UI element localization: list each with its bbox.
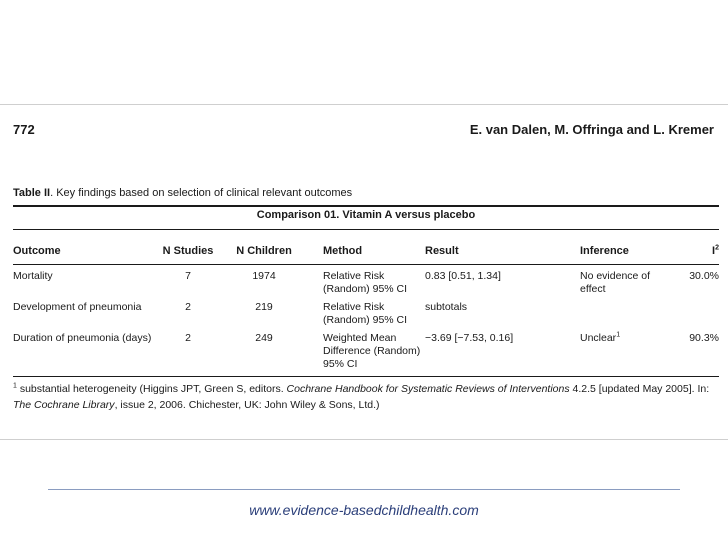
footnote-handbook-title: Cochrane Handbook for Systematic Reviews of Interventions (286, 383, 570, 395)
col-header-method: Method (323, 245, 363, 257)
footnote-pre: substantial heterogeneity (Higgins JPT, Green S, editors. (16, 383, 287, 395)
row2-n-studies: 2 (185, 301, 191, 313)
footnote-mid: 4.2.5 [updated May 2005]. In: (569, 383, 710, 395)
comparison-heading: Comparison 01. Vitamin A versus placebo (256, 209, 476, 221)
journal-page (0, 104, 728, 440)
row1-n-children: 1974 (252, 270, 276, 282)
row1-n-studies: 7 (185, 270, 191, 282)
col-header-n-children: N Children (236, 245, 292, 257)
footnote-library-title: The Cochrane Library (13, 399, 115, 411)
page-number: 772 (13, 122, 35, 137)
row3-method: Weighted Mean Difference (Random) 95% CI (323, 332, 421, 370)
table-top-rule (13, 205, 719, 207)
row3-inference-text: Unclear (580, 332, 617, 344)
row1-method: Relative Risk (Random) 95% CI (323, 270, 408, 295)
footer-url[interactable]: www.evidence-basedchildhealth.com (249, 502, 479, 518)
row3-outcome: Duration of pneumonia (days) (13, 332, 152, 344)
col-header-i2-sup: 2 (715, 244, 719, 252)
row1-i2: 30.0% (689, 270, 719, 282)
row2-outcome: Development of pneumonia (13, 301, 142, 313)
row3-i2: 90.3% (689, 332, 719, 344)
col-header-result: Result (425, 245, 459, 257)
row3-n-children: 249 (255, 332, 273, 344)
table-caption-text: . Key findings based on selection of clinical relevant outcomes (50, 187, 353, 199)
row1-result: 0.83 [0.51, 1.34] (425, 270, 501, 282)
row2-n-children: 219 (255, 301, 273, 313)
row3-inference-sup: 1 (616, 331, 621, 339)
col-header-i2-text: I (712, 245, 716, 257)
col-header-inference: Inference (580, 245, 629, 257)
table-footnote (13, 381, 723, 413)
row2-method: Relative Risk (Random) 95% CI (323, 301, 408, 326)
row3-result: −3.69 [−7.53, 0.16] (425, 332, 514, 344)
table-caption (13, 187, 352, 199)
comparison-rule (13, 229, 719, 230)
footer-divider (48, 489, 680, 490)
col-header-outcome: Outcome (13, 245, 61, 257)
footnote-marker: 1 (13, 382, 17, 390)
row3-inference (580, 332, 670, 345)
header-rule (13, 264, 719, 265)
footnote-post: , issue 2, 2006. Chichester, UK: John Wiley & Sons, Ltd.) (114, 399, 380, 411)
col-header-i2 (676, 245, 719, 258)
running-head-authors: E. van Dalen, M. Offringa and L. Kremer (469, 122, 714, 137)
col-header-n-studies: N Studies (162, 245, 214, 257)
table-bottom-rule (13, 376, 719, 377)
row1-inference: No evidence of effect (580, 270, 651, 295)
row3-n-studies: 2 (185, 332, 191, 344)
table-label: Table II (13, 187, 51, 199)
row2-result: subtotals (425, 301, 468, 313)
row1-outcome: Mortality (13, 270, 53, 282)
